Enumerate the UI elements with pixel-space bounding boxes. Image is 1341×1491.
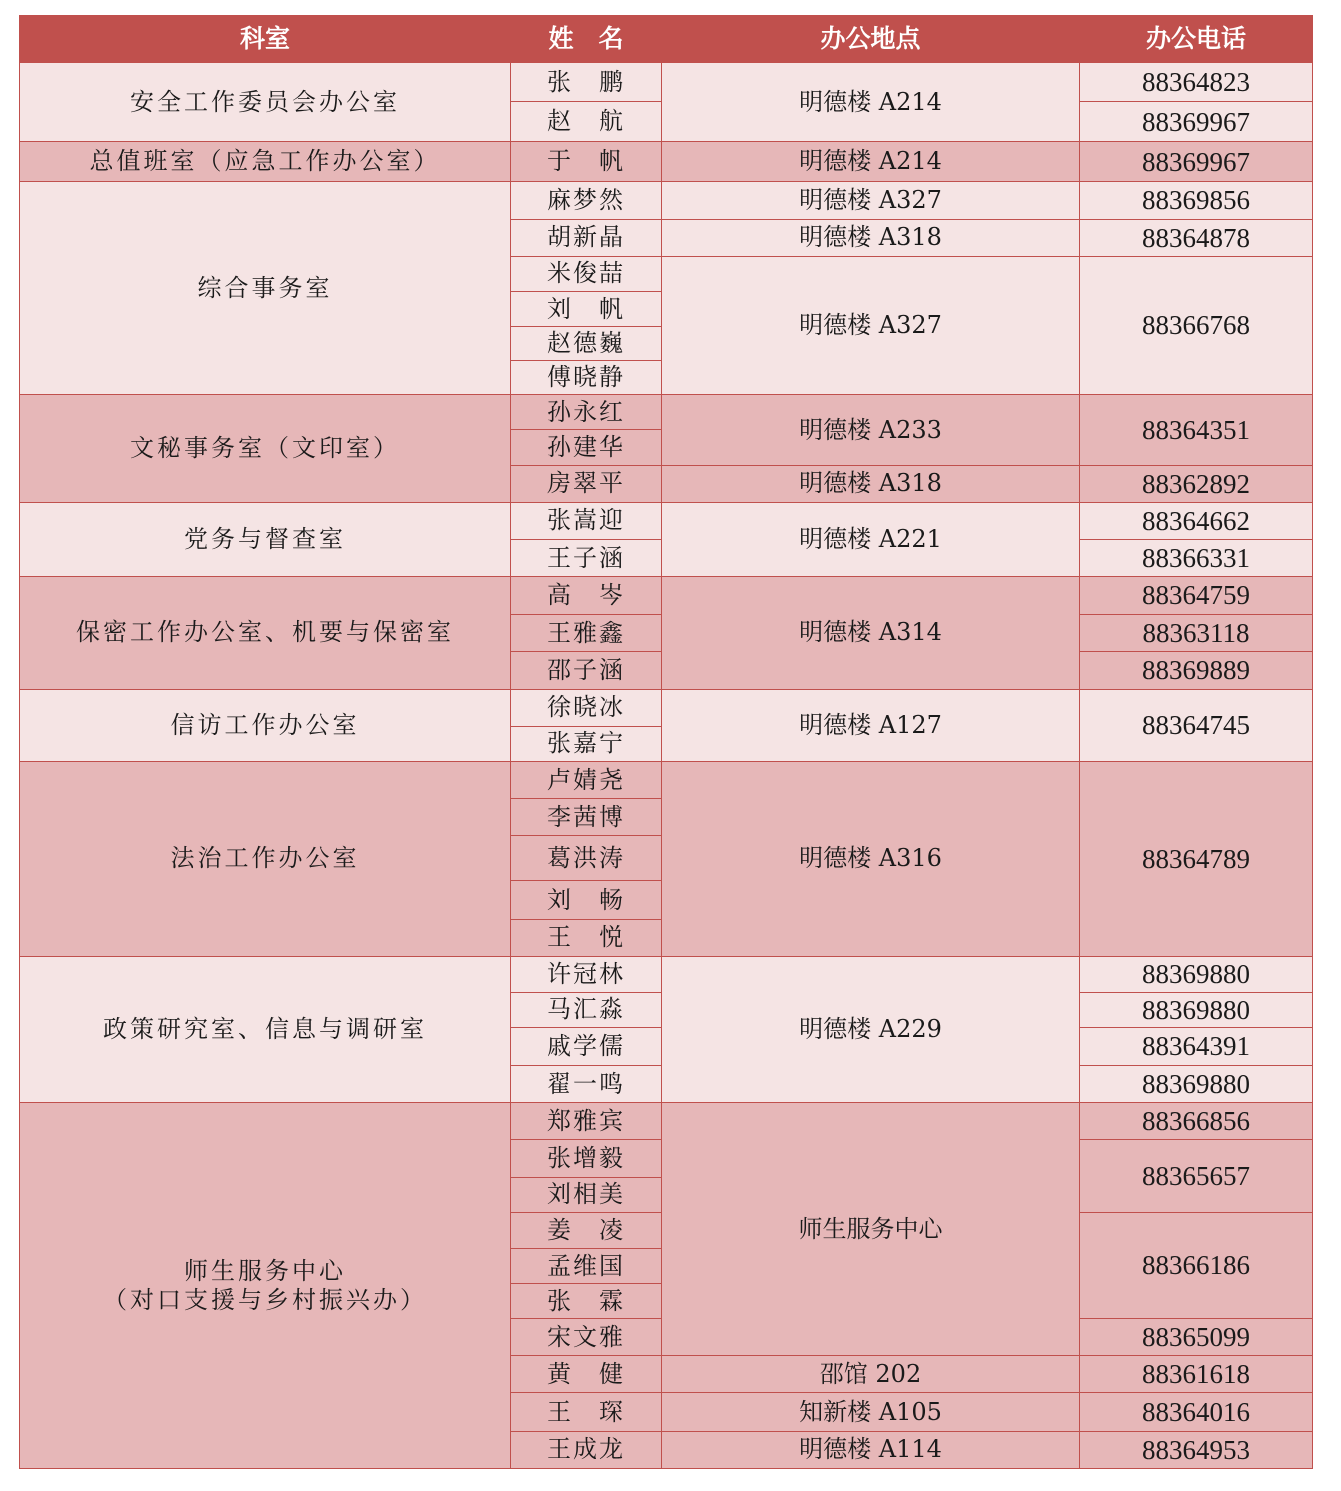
name-cell: 黄 健 [511,1356,662,1393]
phone-cell: 88366331 [1080,539,1313,576]
header-department: 科室 [20,16,511,63]
department-cell: 综合事务室 [20,182,511,395]
contact-directory-table [19,15,1313,1469]
name-cell: 张嘉宁 [511,726,662,761]
department-line-2: （对口支援与乡村振兴办） [103,1285,427,1314]
table-row [20,761,1313,798]
phone-cell: 88366186 [1080,1212,1313,1318]
phone-cell: 88364823 [1080,63,1313,102]
table-row [20,577,1313,615]
phone-cell: 88369967 [1080,142,1313,182]
name-cell: 王 琛 [511,1393,662,1431]
name-cell: 徐晓冰 [511,689,662,726]
name-cell: 麻梦然 [511,182,662,219]
name-cell: 葛洪涛 [511,836,662,881]
phone-cell: 88364662 [1080,502,1313,539]
location-cell: 明德楼 A318 [662,465,1080,502]
name-cell: 孙建华 [511,430,662,465]
name-cell: 赵 航 [511,102,662,142]
location-cell: 师生服务中心 [662,1103,1080,1356]
header-location: 办公地点 [662,16,1080,63]
location-cell: 明德楼 A229 [662,956,1080,1103]
name-cell: 翟一鸣 [511,1066,662,1103]
name-cell: 王成龙 [511,1431,662,1468]
department-cell: 法治工作办公室 [20,761,511,956]
header-row [20,16,1313,63]
phone-cell: 88364953 [1080,1431,1313,1468]
name-cell: 邵子涵 [511,652,662,689]
table-row [20,956,1313,992]
table-row [20,502,1313,539]
name-cell: 王子涵 [511,539,662,576]
name-cell: 孟维国 [511,1248,662,1283]
department-cell: 总值班室（应急工作办公室） [20,142,511,182]
table-row [20,63,1313,102]
name-cell: 于 帆 [511,142,662,182]
location-cell: 明德楼 A316 [662,761,1080,956]
name-cell: 房翠平 [511,465,662,502]
header-phone: 办公电话 [1080,16,1313,63]
name-cell: 郑雅宾 [511,1103,662,1140]
table-row [20,395,1313,430]
department-cell: 安全工作委员会办公室 [20,63,511,142]
phone-cell: 88369967 [1080,102,1313,142]
phone-cell: 88364789 [1080,761,1313,956]
department-cell: 政策研究室、信息与调研室 [20,956,511,1103]
phone-cell: 88369889 [1080,652,1313,689]
phone-cell: 88363118 [1080,615,1313,652]
phone-cell: 88369856 [1080,182,1313,219]
phone-cell: 88361618 [1080,1356,1313,1393]
name-cell: 胡新晶 [511,219,662,256]
department-cell: 信访工作办公室 [20,689,511,761]
phone-cell: 88365099 [1080,1319,1313,1356]
location-cell: 明德楼 A127 [662,689,1080,761]
name-cell: 刘相美 [511,1177,662,1212]
department-line-1: 师生服务中心 [184,1256,346,1285]
phone-cell: 88366768 [1080,256,1313,395]
phone-cell: 88365657 [1080,1140,1313,1212]
name-cell: 王 悦 [511,919,662,956]
name-cell: 高 岑 [511,577,662,615]
phone-cell: 88362892 [1080,465,1313,502]
location-cell: 明德楼 A327 [662,256,1080,395]
location-cell: 明德楼 A221 [662,502,1080,576]
name-cell: 张增毅 [511,1140,662,1177]
location-cell: 明德楼 A114 [662,1431,1080,1468]
phone-cell: 88369880 [1080,1066,1313,1103]
location-cell: 明德楼 A314 [662,577,1080,689]
name-cell: 张 霖 [511,1284,662,1319]
name-cell: 姜 凌 [511,1212,662,1248]
name-cell: 刘 畅 [511,881,662,919]
name-cell: 许冠林 [511,956,662,992]
name-cell: 张嵩迎 [511,502,662,539]
location-cell: 明德楼 A214 [662,142,1080,182]
name-cell: 赵德巍 [511,327,662,361]
location-cell: 明德楼 A233 [662,395,1080,465]
table-row [20,182,1313,219]
name-cell: 傅晓静 [511,361,662,395]
phone-cell: 88364878 [1080,219,1313,256]
table-row [20,689,1313,726]
department-cell: 文秘事务室（文印室） [20,395,511,502]
name-cell: 孙永红 [511,395,662,430]
name-cell: 李茜博 [511,799,662,836]
location-cell: 明德楼 A214 [662,63,1080,142]
table-row [20,1103,1313,1140]
name-cell: 卢婧尧 [511,761,662,798]
location-cell: 明德楼 A327 [662,182,1080,219]
department-cell: 保密工作办公室、机要与保密室 [20,577,511,689]
department-cell: 党务与督查室 [20,502,511,576]
location-cell: 邵馆 202 [662,1356,1080,1393]
location-cell: 明德楼 A318 [662,219,1080,256]
header-name: 姓 名 [511,16,662,63]
name-cell: 宋文雅 [511,1319,662,1356]
department-cell [20,1103,511,1469]
name-cell: 刘 帆 [511,291,662,326]
name-cell: 戚学儒 [511,1027,662,1065]
phone-cell: 88364016 [1080,1393,1313,1431]
phone-cell: 88364759 [1080,577,1313,615]
name-cell: 马汇淼 [511,992,662,1027]
table-row [20,142,1313,182]
name-cell: 米俊喆 [511,256,662,291]
phone-cell: 88364745 [1080,689,1313,761]
phone-cell: 88369880 [1080,956,1313,992]
phone-cell: 88364351 [1080,395,1313,465]
phone-cell: 88364391 [1080,1027,1313,1065]
name-cell: 王雅鑫 [511,615,662,652]
phone-cell: 88369880 [1080,992,1313,1027]
phone-cell: 88366856 [1080,1103,1313,1140]
name-cell: 张 鹏 [511,63,662,102]
location-cell: 知新楼 A105 [662,1393,1080,1431]
